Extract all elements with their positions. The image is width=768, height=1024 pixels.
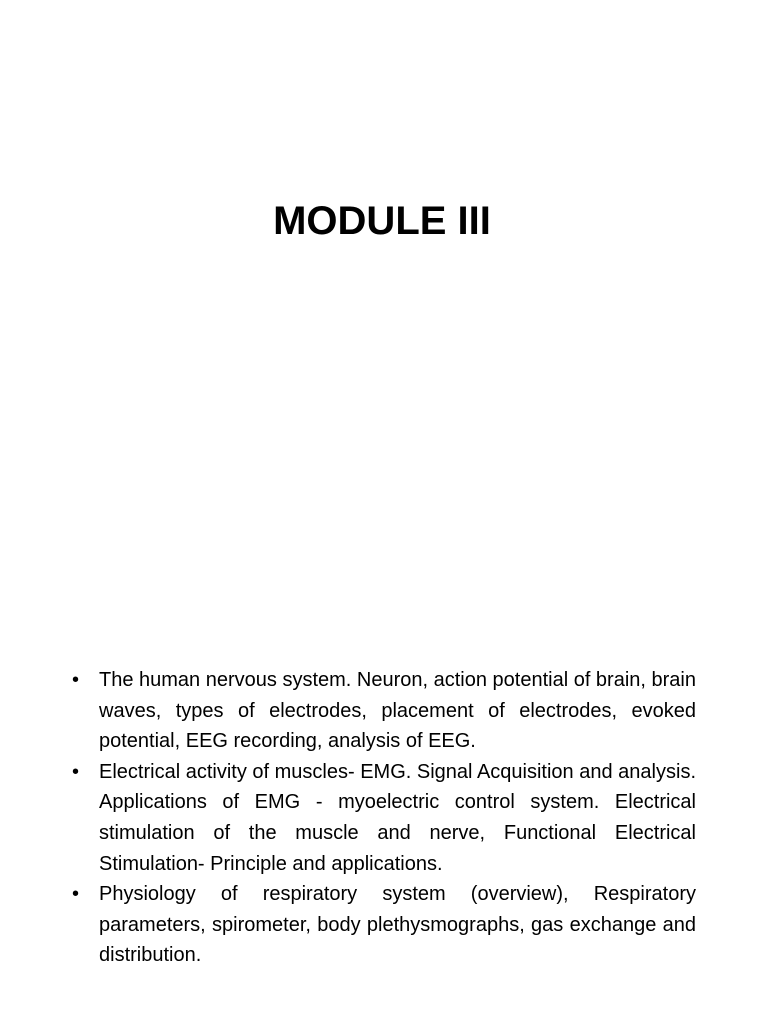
bullet-text: The human nervous system. Neuron, action potential of brain, brain waves, types of electrodes, placement of electrodes, evoked potential, EEG recording, analysis of EEG.	[99, 669, 696, 753]
bullet-item-nervous-system	[72, 665, 696, 757]
bullet-icon: •	[72, 760, 80, 783]
bullet-icon: •	[72, 883, 80, 906]
bullet-text: Physiology of respiratory system (overview), Respiratory parameters, spirometer, body plethysmographs, gas exchange and distribution.	[99, 883, 696, 967]
slide-title: MODULE III	[273, 199, 491, 243]
bullet-icon: •	[72, 669, 80, 691]
bullet-text: Electrical activity of muscles- EMG. Signal Acquisition and analysis. Applications of EMG - myoelectric control system. Electrical stimulation of the muscle and nerve, Functional Electrical Stimulation- Principle and applications.	[99, 760, 696, 875]
bullet-item-emg	[72, 757, 696, 879]
bullet-item-respiratory	[72, 879, 696, 971]
bullet-list	[72, 665, 696, 971]
